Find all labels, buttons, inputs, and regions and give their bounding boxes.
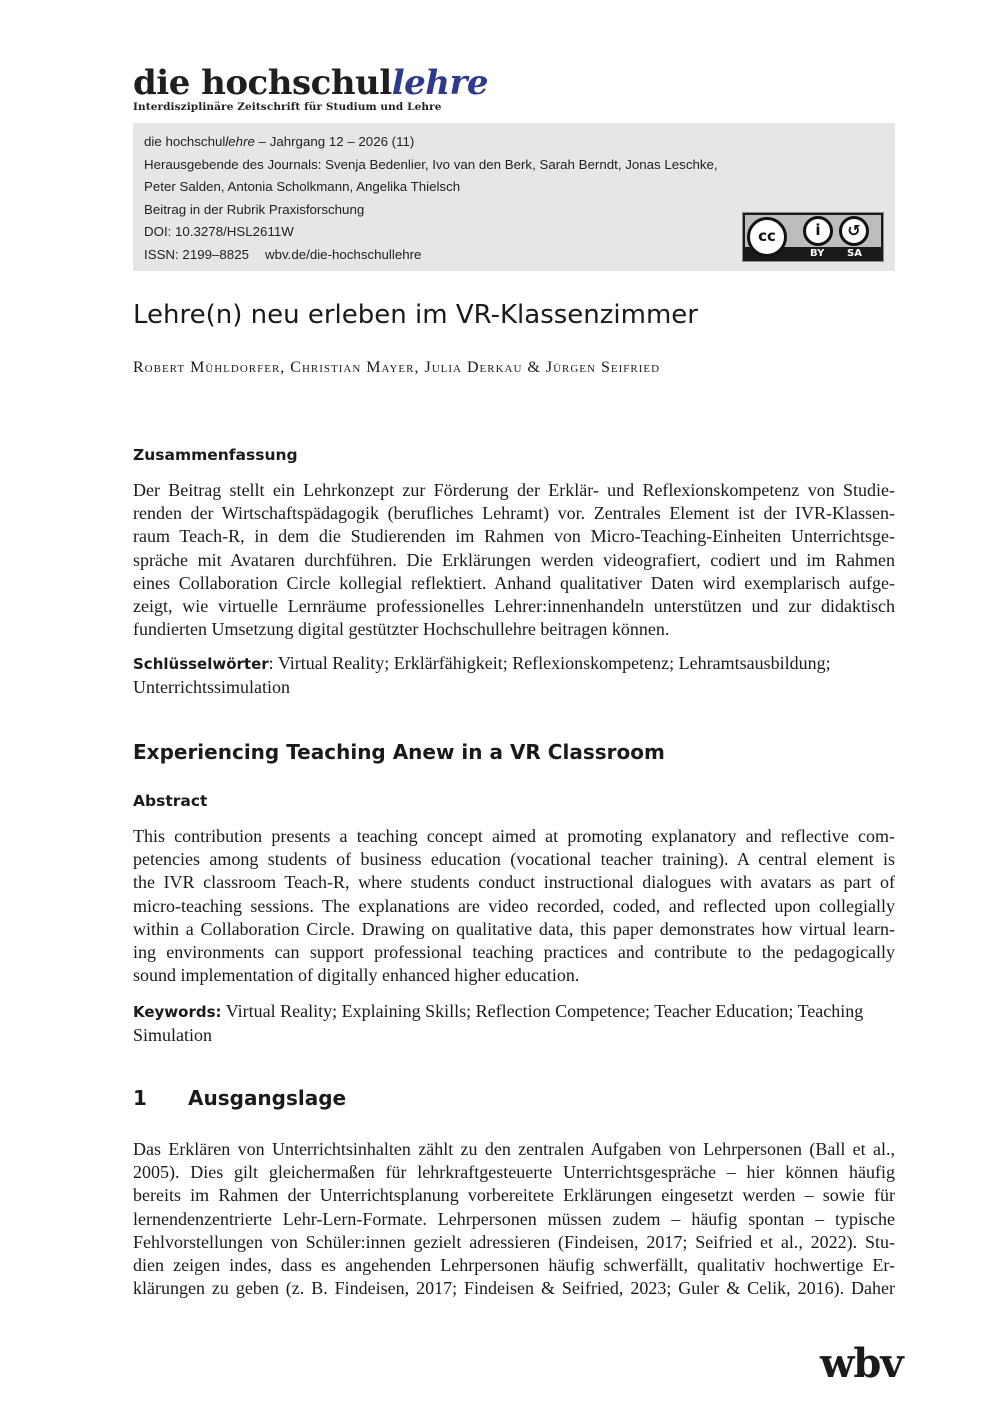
cc-icon: cc (747, 217, 787, 257)
summary-line: raum Teach-R, in dem die Studierenden im Rahmen von Micro-Teaching-Einheiten Unterrichtsge- (133, 526, 895, 547)
abstract-line: This contribution presents a teaching concept aimed at promoting explanatory and reflective com- (133, 826, 895, 846)
article-metadata-box (133, 123, 895, 271)
summary-line: renden der Wirtschaftspädagogik (berufliches Lehramt) vor. Zentrales Element ist der IVR-Klassen- (133, 503, 895, 524)
website-link[interactable]: wbv.de/die-hochschullehre (264, 246, 422, 262)
article-title: Lehre(n) neu erleben im VR-Klassenzimmer (133, 300, 698, 330)
body-line: lernendenzentrierte Lehr-Lern-Formate. Lehrpersonen müssen zudem – häufig spontan – typische (133, 1208, 895, 1229)
body-line: Fehlvorstellungen von Schüler:innen gezielt adressieren (Findeisen, 2017; Seifried et al., 2022). Stu- (133, 1231, 895, 1252)
article-authors: Robert Mühldorfer, Christian Mayer, Julia Derkau & Jürgen Seifried (133, 359, 661, 376)
summary-line: spräche mit Avataren durchführen. Die Erklärungen werden videografiert, codiert und im Rahmen (133, 549, 895, 570)
logo-main-text: die hochschul (133, 63, 392, 103)
journal-name-italic: lehre (225, 134, 255, 149)
cc-by-sa-license-badge[interactable] (742, 212, 884, 262)
section-title: Ausgangslage (188, 1086, 347, 1110)
abstract-keywords-line-1: Virtual Reality; Explaining Skills; Reflection Competence; Teacher Education; Teaching (221, 1001, 864, 1021)
abstract-line: petencies among students of business education (vocational teacher training). A central element is (133, 849, 895, 870)
abstract-line: ing environments can support professional teaching practices and contribute to the pedagogically (133, 942, 895, 963)
journal-name: die hochschul (144, 134, 226, 149)
journal-logo-wordmark (133, 63, 488, 103)
abstract-paragraph (133, 825, 895, 987)
editors-line-1: Herausgebende des Journals: Svenja Bedenlier, Ivo van den Berk, Sarah Berndt, Jonas Leschke, (144, 156, 718, 172)
summary-heading: Zusammenfassung (133, 446, 298, 464)
summary-line: fundierten Umsetzung digital gestützter Hochschullehre beitragen können. (133, 619, 670, 640)
abstract-keywords (133, 1000, 895, 1047)
logo-accent-text: lehre (391, 63, 488, 103)
body-line: dien zeigen indes, dass es angehenden Lehrpersonen häufig schwerfällt, qualitativ hochwertige Er- (133, 1255, 895, 1276)
issn: ISSN: 2199–8825 (144, 246, 249, 262)
summary-keywords (133, 652, 895, 699)
metadata-lines (144, 131, 718, 266)
abstract-heading: Abstract (133, 792, 208, 810)
abstract-keywords-label: Keywords: (133, 1003, 222, 1021)
section-number: 1 (133, 1086, 147, 1110)
journal-logo (133, 63, 488, 113)
summary-keywords-label: Schlüsselwörter (133, 655, 269, 673)
abstract-line: sound implementation of digitally enhanced higher education. (133, 965, 580, 986)
attribution-icon: i (803, 216, 833, 246)
summary-line: eines Collaboration Circle kollegial reflektiert. Anhand qualitativer Daten wird exemplarisch aufge- (133, 572, 895, 593)
doi[interactable]: DOI: 10.3278/HSL2611W (144, 224, 294, 239)
abstract-keywords-line-2: Simulation (133, 1025, 213, 1046)
abstract-line: the IVR classroom Teach-R, where students conduct instructional dialogues with avatars as part of (133, 872, 895, 893)
rubric: Beitrag in der Rubrik Praxisforschung (144, 201, 365, 217)
share-alike-icon: ↺ (839, 216, 869, 246)
summary-keywords-line-2: Unterrichtssimulation (133, 677, 290, 698)
issn-line (144, 244, 718, 267)
section-1-paragraph (133, 1138, 895, 1300)
journal-volume-line (144, 131, 718, 154)
summary-line: zeigt, wie virtuelle Lernräume professionelles Lehrer:innenhandeln unterstützen und zur didaktisch (133, 596, 895, 617)
body-line: bereits im Rahmen der Unterrichtsplanung vorbereitete Erklärungen eingesetzt werden – sowie für (133, 1185, 895, 1206)
body-line: Das Erklären von Unterrichtsinhalten zählt zu den zentralen Aufgaben von Lehrpersonen (Ball et al., (133, 1139, 895, 1159)
sa-label: SA (847, 248, 862, 259)
by-label: BY (810, 248, 825, 259)
journal-logo-subtitle: Interdisziplinäre Zeitschrift für Studium und Lehre (133, 101, 442, 113)
english-title: Experiencing Teaching Anew in a VR Classroom (133, 740, 665, 764)
body-line: 2005). Dies gilt gleichermaßen für lehrkraftgesteuerte Unterrichtsgespräche – hier können häufig (133, 1162, 895, 1183)
summary-line: Der Beitrag stellt ein Lehrkonzept zur Förderung der Erklär- und Reflexionskompetenz von Studie- (133, 480, 895, 500)
body-line: klärungen zu geben (z. B. Findeisen, 2017; Findeisen & Seifried, 2023; Guler & Celik, 2016). Daher (133, 1278, 895, 1299)
abstract-line: within a Collaboration Circle. Drawing on qualitative data, this paper demonstrates how virtual learn- (133, 918, 895, 939)
journal-volume: – Jahrgang 12 – 2026 (11) (254, 134, 415, 149)
summary-keywords-line-1: : Virtual Reality; Erklärfähigkeit; Reflexionskompetenz; Lehramtsausbildung; (268, 653, 831, 673)
section-1-heading (133, 1086, 346, 1110)
editors-line-2: Peter Salden, Antonia Scholkmann, Angelika Thielsch (144, 179, 461, 194)
abstract-line: micro-teaching sessions. The explanations are video recorded, coded, and reflected upon collegially (133, 895, 895, 916)
publisher-logo: wbv (820, 1340, 903, 1387)
summary-paragraph (133, 479, 895, 641)
